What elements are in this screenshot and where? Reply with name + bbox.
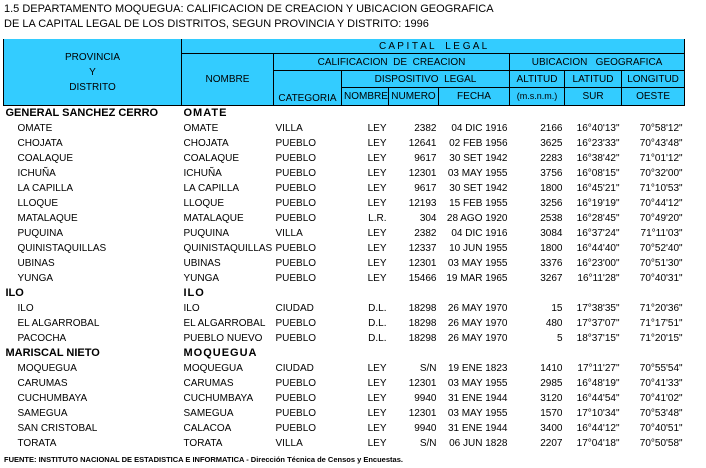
cell-capital-nombre: EL ALGARROBAL <box>183 318 266 329</box>
cell-dispositivo-nombre: LEY <box>367 273 387 284</box>
cell-categoria: PUEBLO <box>275 183 317 194</box>
cell-capital-nombre: CARUMAS <box>183 378 234 389</box>
cell-longitud: 71°20'15" <box>639 333 683 344</box>
cell-distrito: ILO <box>5 287 24 299</box>
cell-altitud: 3120 <box>540 393 563 404</box>
cell-latitud: 16°28'45" <box>576 213 620 224</box>
header-altitud: ALTITUD <box>510 71 565 88</box>
header-dispositivo: DISPOSITIVO LEGAL <box>342 71 510 88</box>
cell-distrito: MARISCAL NIETO <box>5 347 100 359</box>
cell-dispositivo-numero: 12193 <box>408 198 437 209</box>
table-row <box>4 256 685 271</box>
cell-dispositivo-fecha: 03 MAY 1955 <box>447 408 508 419</box>
cell-longitud: 70°51'30" <box>639 258 683 269</box>
cell-latitud: 16°38'42" <box>576 153 620 164</box>
cell-dispositivo-numero: 12301 <box>408 258 437 269</box>
cell-longitud: 71°10'53" <box>639 183 683 194</box>
cell-dispositivo-fecha <box>439 346 510 361</box>
cell-dispositivo-fecha: 26 MAY 1970 <box>447 333 508 344</box>
cell-capital-nombre: YUNGA <box>183 273 220 284</box>
cell-longitud: 70°50'58" <box>639 438 683 449</box>
cell-capital-nombre: CALACOA <box>183 423 232 434</box>
table-row <box>4 301 685 316</box>
cell-dispositivo-numero: S/N <box>419 363 437 374</box>
header-nombre: NOMBRE <box>182 54 274 106</box>
cell-dispositivo-fecha: 31 ENE 1944 <box>448 393 508 404</box>
cell-altitud: 2207 <box>540 438 563 449</box>
cell-longitud: 71°01'12" <box>639 153 683 164</box>
cell-latitud <box>565 286 622 301</box>
cell-altitud: 2985 <box>540 378 563 389</box>
cell-categoria <box>274 286 342 301</box>
cell-dispositivo-fecha: 19 ENE 1823 <box>448 363 508 374</box>
header-disp-numero: NUMERO <box>389 88 439 106</box>
cell-dispositivo-nombre: LEY <box>367 423 387 434</box>
cell-altitud: 3267 <box>540 273 563 284</box>
table-row <box>4 376 685 391</box>
cell-dispositivo-fecha: 19 MAR 1965 <box>446 273 508 284</box>
cell-distrito: YUNGA <box>17 273 54 284</box>
cell-latitud: 16°45'21" <box>576 183 620 194</box>
cell-altitud: 1410 <box>540 363 563 374</box>
cell-dispositivo-numero: 9617 <box>414 183 437 194</box>
cell-latitud <box>565 106 622 122</box>
cell-latitud: 17°11'27" <box>577 363 620 374</box>
header-latitud: LATITUD <box>565 71 622 88</box>
cell-latitud <box>565 346 622 361</box>
header-longitud: LONGITUD <box>622 71 685 88</box>
cell-latitud: 16°19'19" <box>576 198 620 209</box>
cell-capital-nombre: SAMEGUA <box>183 408 234 419</box>
cell-altitud: 1570 <box>540 408 563 419</box>
cell-dispositivo-numero: 9940 <box>414 423 437 434</box>
cell-dispositivo-fecha: 10 JUN 1955 <box>449 243 508 254</box>
cell-longitud: 70°49'20" <box>639 213 683 224</box>
cell-categoria: VILLA <box>275 438 303 449</box>
cell-categoria: PUEBLO <box>275 273 317 284</box>
header-provincia-line3: DISTRITO <box>69 81 116 93</box>
cell-altitud: 2283 <box>540 153 563 164</box>
source-footer: FUENTE: INSTITUTO NACIONAL DE ESTADISTICA E INFORMATICA - Dirección Técnica de Censos y Encuestas. <box>4 455 403 464</box>
cell-dispositivo-nombre <box>342 286 389 301</box>
cell-longitud: 70°43'48" <box>639 138 683 149</box>
cell-latitud: 16°08'15" <box>576 168 620 179</box>
header-calificacion: CALIFICACION DE CREACION <box>274 54 510 71</box>
cell-categoria: PUEBLO <box>275 378 317 389</box>
header-provincia-line1: PROVINCIA <box>64 51 120 63</box>
cell-latitud: 16°11'28" <box>577 273 620 284</box>
cell-distrito: ICHUÑA <box>17 168 56 179</box>
header-altitud-unit: (m.s.n.m.) <box>510 88 565 106</box>
cell-dispositivo-nombre: LEY <box>367 258 387 269</box>
cell-dispositivo-numero: 304 <box>419 213 437 224</box>
table-row <box>4 181 685 196</box>
cell-distrito: SAMEGUA <box>17 408 68 419</box>
cell-dispositivo-nombre: D.L. <box>368 303 387 314</box>
cell-distrito: QUINISTAQUILLAS <box>17 243 107 254</box>
cell-dispositivo-numero: 9940 <box>414 393 437 404</box>
cell-capital-nombre: CHOJATA <box>183 138 229 149</box>
table-row <box>4 271 685 286</box>
cell-distrito: LLOQUE <box>17 198 59 209</box>
header-capital-legal: C A P I T A L L E G A L <box>182 39 685 54</box>
cell-dispositivo-nombre: LEY <box>367 243 387 254</box>
cell-dispositivo-fecha: 04 DIC 1916 <box>451 228 508 239</box>
cell-dispositivo-nombre <box>342 106 389 122</box>
cell-dispositivo-fecha: 26 MAY 1970 <box>447 303 508 314</box>
cell-latitud: 18°37'15" <box>576 333 620 344</box>
cell-categoria: PUEBLO <box>275 198 317 209</box>
cell-latitud: 16°37'24" <box>576 228 620 239</box>
header-ubicacion: UBICACION GEOGRAFICA <box>510 54 685 71</box>
cell-dispositivo-fecha: 15 FEB 1955 <box>449 198 508 209</box>
cell-latitud: 17°04'18" <box>576 438 620 449</box>
table-row <box>4 361 685 376</box>
cell-categoria: VILLA <box>275 228 303 239</box>
cell-latitud: 16°23'33" <box>576 138 620 149</box>
cell-altitud: 15 <box>551 303 563 314</box>
cell-dispositivo-numero: 12641 <box>408 138 437 149</box>
cell-dispositivo-nombre: L.R. <box>368 213 387 224</box>
cell-categoria: PUEBLO <box>275 243 317 254</box>
header-longitud-sub: OESTE <box>622 88 685 106</box>
cell-dispositivo-numero: 15466 <box>408 273 437 284</box>
cell-dispositivo-numero: 12301 <box>408 378 437 389</box>
cell-distrito: CARUMAS <box>17 378 68 389</box>
cell-dispositivo-numero: 2382 <box>414 123 437 134</box>
cell-dispositivo-fecha: 04 DIC 1916 <box>451 123 508 134</box>
cell-longitud: 70°40'31" <box>639 273 683 284</box>
table-body <box>4 106 685 452</box>
cell-altitud: 3376 <box>540 258 563 269</box>
cell-dispositivo-nombre: LEY <box>367 138 387 149</box>
cell-dispositivo-fecha: 31 ENE 1944 <box>448 423 508 434</box>
cell-dispositivo-nombre: LEY <box>367 168 387 179</box>
cell-capital-nombre: LLOQUE <box>183 198 225 209</box>
cell-distrito: SAN CRISTOBAL <box>17 423 98 434</box>
cell-capital-nombre: CUCHUMBAYA <box>183 393 254 404</box>
cell-dispositivo-fecha: 06 JUN 1828 <box>449 438 508 449</box>
cell-dispositivo-nombre: LEY <box>367 183 387 194</box>
cell-latitud: 16°23'00" <box>576 258 620 269</box>
cell-dispositivo-nombre: LEY <box>367 198 387 209</box>
cell-altitud <box>510 106 565 122</box>
cell-altitud: 5 <box>556 333 563 344</box>
cell-dispositivo-fecha <box>439 106 510 122</box>
cell-longitud <box>622 106 685 122</box>
cell-longitud: 70°52'40" <box>639 243 683 254</box>
cell-dispositivo-numero: 12301 <box>408 408 437 419</box>
cell-capital-nombre: MOQUEGUA <box>183 347 258 359</box>
cell-longitud: 70°55'54" <box>639 363 683 374</box>
cell-dispositivo-numero: 18298 <box>408 303 437 314</box>
table-row <box>4 241 685 256</box>
cell-dispositivo-fecha: 03 MAY 1955 <box>447 258 508 269</box>
cell-distrito: CHOJATA <box>17 138 63 149</box>
cell-altitud: 3400 <box>540 423 563 434</box>
cell-altitud: 2538 <box>540 213 563 224</box>
cell-dispositivo-nombre: LEY <box>367 123 387 134</box>
cell-altitud: 2166 <box>540 123 563 134</box>
cell-dispositivo-fecha: 03 MAY 1955 <box>447 168 508 179</box>
cell-categoria <box>274 106 342 122</box>
header-latitud-sub: SUR <box>565 88 622 106</box>
cell-categoria: PUEBLO <box>275 168 317 179</box>
cell-distrito: CUCHUMBAYA <box>17 393 88 404</box>
cell-categoria: CIUDAD <box>275 303 314 314</box>
cell-distrito: ILO <box>17 303 34 314</box>
cell-longitud: 70°32'00" <box>639 168 683 179</box>
cell-capital-nombre: MOQUEGUA <box>183 363 243 374</box>
cell-dispositivo-fecha: 03 MAY 1955 <box>447 378 508 389</box>
table-row <box>4 406 685 421</box>
cell-categoria: PUEBLO <box>275 408 317 419</box>
cell-distrito: TORATA <box>17 438 57 449</box>
cell-longitud <box>622 346 685 361</box>
cell-distrito: EL ALGARROBAL <box>17 318 100 329</box>
cell-dispositivo-nombre: D.L. <box>368 318 387 329</box>
cell-altitud: 3256 <box>540 198 563 209</box>
cell-capital-nombre: ILO <box>183 303 200 314</box>
cell-distrito: MOQUEGUA <box>17 363 77 374</box>
cell-dispositivo-numero: 18298 <box>408 333 437 344</box>
header-disp-nombre: NOMBRE <box>342 88 389 106</box>
cell-altitud: 3625 <box>540 138 563 149</box>
cell-distrito: OMATE <box>17 123 53 134</box>
cell-capital-nombre: PUQUINA <box>183 228 230 239</box>
cell-distrito: PACOCHA <box>17 333 67 344</box>
cell-capital-nombre: OMATE <box>183 107 228 119</box>
cell-longitud: 71°20'36" <box>639 303 683 314</box>
table-row <box>4 136 685 151</box>
cell-dispositivo-fecha: 02 FEB 1956 <box>449 138 508 149</box>
cell-distrito: UBINAS <box>17 258 55 269</box>
cell-latitud: 17°37'07" <box>576 318 620 329</box>
cell-capital-nombre: QUINISTAQUILLAS <box>183 243 273 254</box>
cell-altitud: 1800 <box>540 183 563 194</box>
cell-longitud: 70°41'33" <box>639 378 683 389</box>
header-disp-fecha: FECHA <box>439 88 510 106</box>
cell-distrito: MATALAQUE <box>17 213 78 224</box>
cell-dispositivo-nombre: LEY <box>367 228 387 239</box>
table-title-line-2: DE LA CAPITAL LEGAL DE LOS DISTRITOS, SEGUN PROVINCIA Y DISTRITO: 1996 <box>4 18 429 30</box>
cell-dispositivo-nombre: LEY <box>367 438 387 449</box>
cell-longitud: 70°40'51" <box>639 423 683 434</box>
cell-dispositivo-fecha: 28 AGO 1920 <box>446 213 508 224</box>
header-categoria: CATEGORIA <box>274 71 342 106</box>
cell-longitud: 70°58'12" <box>639 123 683 134</box>
province-row <box>4 286 685 301</box>
cell-dispositivo-nombre: D.L. <box>368 333 387 344</box>
cell-distrito: PUQUINA <box>17 228 64 239</box>
cell-dispositivo-numero: S/N <box>419 438 437 449</box>
cell-categoria: PUEBLO <box>275 423 317 434</box>
cell-longitud: 71°11'03" <box>640 228 683 239</box>
cell-capital-nombre: MATALAQUE <box>183 213 244 224</box>
cell-latitud: 16°44'12" <box>576 423 620 434</box>
cell-categoria: CIUDAD <box>275 363 314 374</box>
cell-longitud: 70°53'48" <box>639 408 683 419</box>
cell-categoria <box>274 346 342 361</box>
cell-categoria: PUEBLO <box>275 393 317 404</box>
cell-altitud: 480 <box>545 318 563 329</box>
cell-latitud: 16°48'19" <box>576 378 620 389</box>
table-row <box>4 331 685 346</box>
cell-capital-nombre: PUEBLO NUEVO <box>183 333 263 344</box>
districts-table <box>3 39 685 451</box>
cell-dispositivo-numero <box>389 286 439 301</box>
table-row <box>4 436 685 451</box>
cell-dispositivo-nombre: LEY <box>367 378 387 389</box>
cell-longitud <box>622 286 685 301</box>
cell-longitud: 70°41'02" <box>639 393 683 404</box>
cell-longitud: 70°44'12" <box>639 198 683 209</box>
cell-dispositivo-fecha: 30 SET 1942 <box>449 153 508 164</box>
cell-dispositivo-nombre: LEY <box>367 153 387 164</box>
cell-categoria: PUEBLO <box>275 333 317 344</box>
cell-categoria: VILLA <box>275 123 303 134</box>
cell-altitud: 3084 <box>540 228 563 239</box>
cell-capital-nombre: TORATA <box>183 438 223 449</box>
table-title-line-1: 1.5 DEPARTAMENTO MOQUEGUA: CALIFICACION DE CREACION Y UBICACION GEOGRAFICA <box>4 3 494 15</box>
cell-categoria: PUEBLO <box>275 153 317 164</box>
cell-dispositivo-numero <box>389 346 439 361</box>
table-row <box>4 316 685 331</box>
cell-dispositivo-nombre: LEY <box>367 408 387 419</box>
cell-categoria: PUEBLO <box>275 258 317 269</box>
cell-altitud <box>510 286 565 301</box>
cell-distrito: LA CAPILLA <box>17 183 74 194</box>
table-row <box>4 196 685 211</box>
cell-dispositivo-numero: 9617 <box>414 153 437 164</box>
table-row <box>4 211 685 226</box>
cell-latitud: 17°38'35" <box>576 303 620 314</box>
cell-dispositivo-nombre: LEY <box>367 393 387 404</box>
province-row <box>4 346 685 361</box>
cell-categoria: PUEBLO <box>275 213 317 224</box>
cell-latitud: 16°40'13" <box>576 123 620 134</box>
table-header <box>4 39 685 106</box>
cell-altitud: 3756 <box>540 168 563 179</box>
cell-dispositivo-nombre <box>342 346 389 361</box>
cell-capital-nombre: ICHUÑA <box>183 168 222 179</box>
cell-dispositivo-nombre: LEY <box>367 363 387 374</box>
cell-altitud: 1800 <box>540 243 563 254</box>
cell-dispositivo-numero <box>389 106 439 122</box>
cell-capital-nombre: COALAQUE <box>183 153 240 164</box>
cell-latitud: 17°10'34" <box>576 408 620 419</box>
cell-distrito: GENERAL SANCHEZ CERRO <box>5 107 159 119</box>
header-provincia-line2: Y <box>89 66 96 78</box>
table-row <box>4 166 685 181</box>
cell-dispositivo-numero: 12301 <box>408 168 437 179</box>
cell-longitud: 71°17'51" <box>639 318 683 329</box>
cell-categoria: PUEBLO <box>275 318 317 329</box>
cell-capital-nombre: OMATE <box>183 123 219 134</box>
cell-latitud: 16°44'54" <box>576 393 620 404</box>
cell-dispositivo-numero: 12337 <box>408 243 437 254</box>
cell-capital-nombre: ILO <box>183 287 205 299</box>
province-row <box>4 106 685 122</box>
cell-latitud: 16°44'40" <box>576 243 620 254</box>
cell-altitud <box>510 346 565 361</box>
header-provincia <box>4 39 182 106</box>
table-row <box>4 151 685 166</box>
table-row <box>4 391 685 406</box>
table-row <box>4 121 685 136</box>
table-row <box>4 421 685 436</box>
cell-dispositivo-fecha: 30 SET 1942 <box>449 183 508 194</box>
cell-capital-nombre: UBINAS <box>183 258 221 269</box>
cell-dispositivo-numero: 18298 <box>408 318 437 329</box>
cell-distrito: COALAQUE <box>17 153 74 164</box>
cell-dispositivo-numero: 2382 <box>414 228 437 239</box>
cell-dispositivo-fecha: 26 MAY 1970 <box>447 318 508 329</box>
cell-capital-nombre: LA CAPILLA <box>183 183 240 194</box>
cell-dispositivo-fecha <box>439 286 510 301</box>
table-row <box>4 226 685 241</box>
cell-categoria: PUEBLO <box>275 138 317 149</box>
